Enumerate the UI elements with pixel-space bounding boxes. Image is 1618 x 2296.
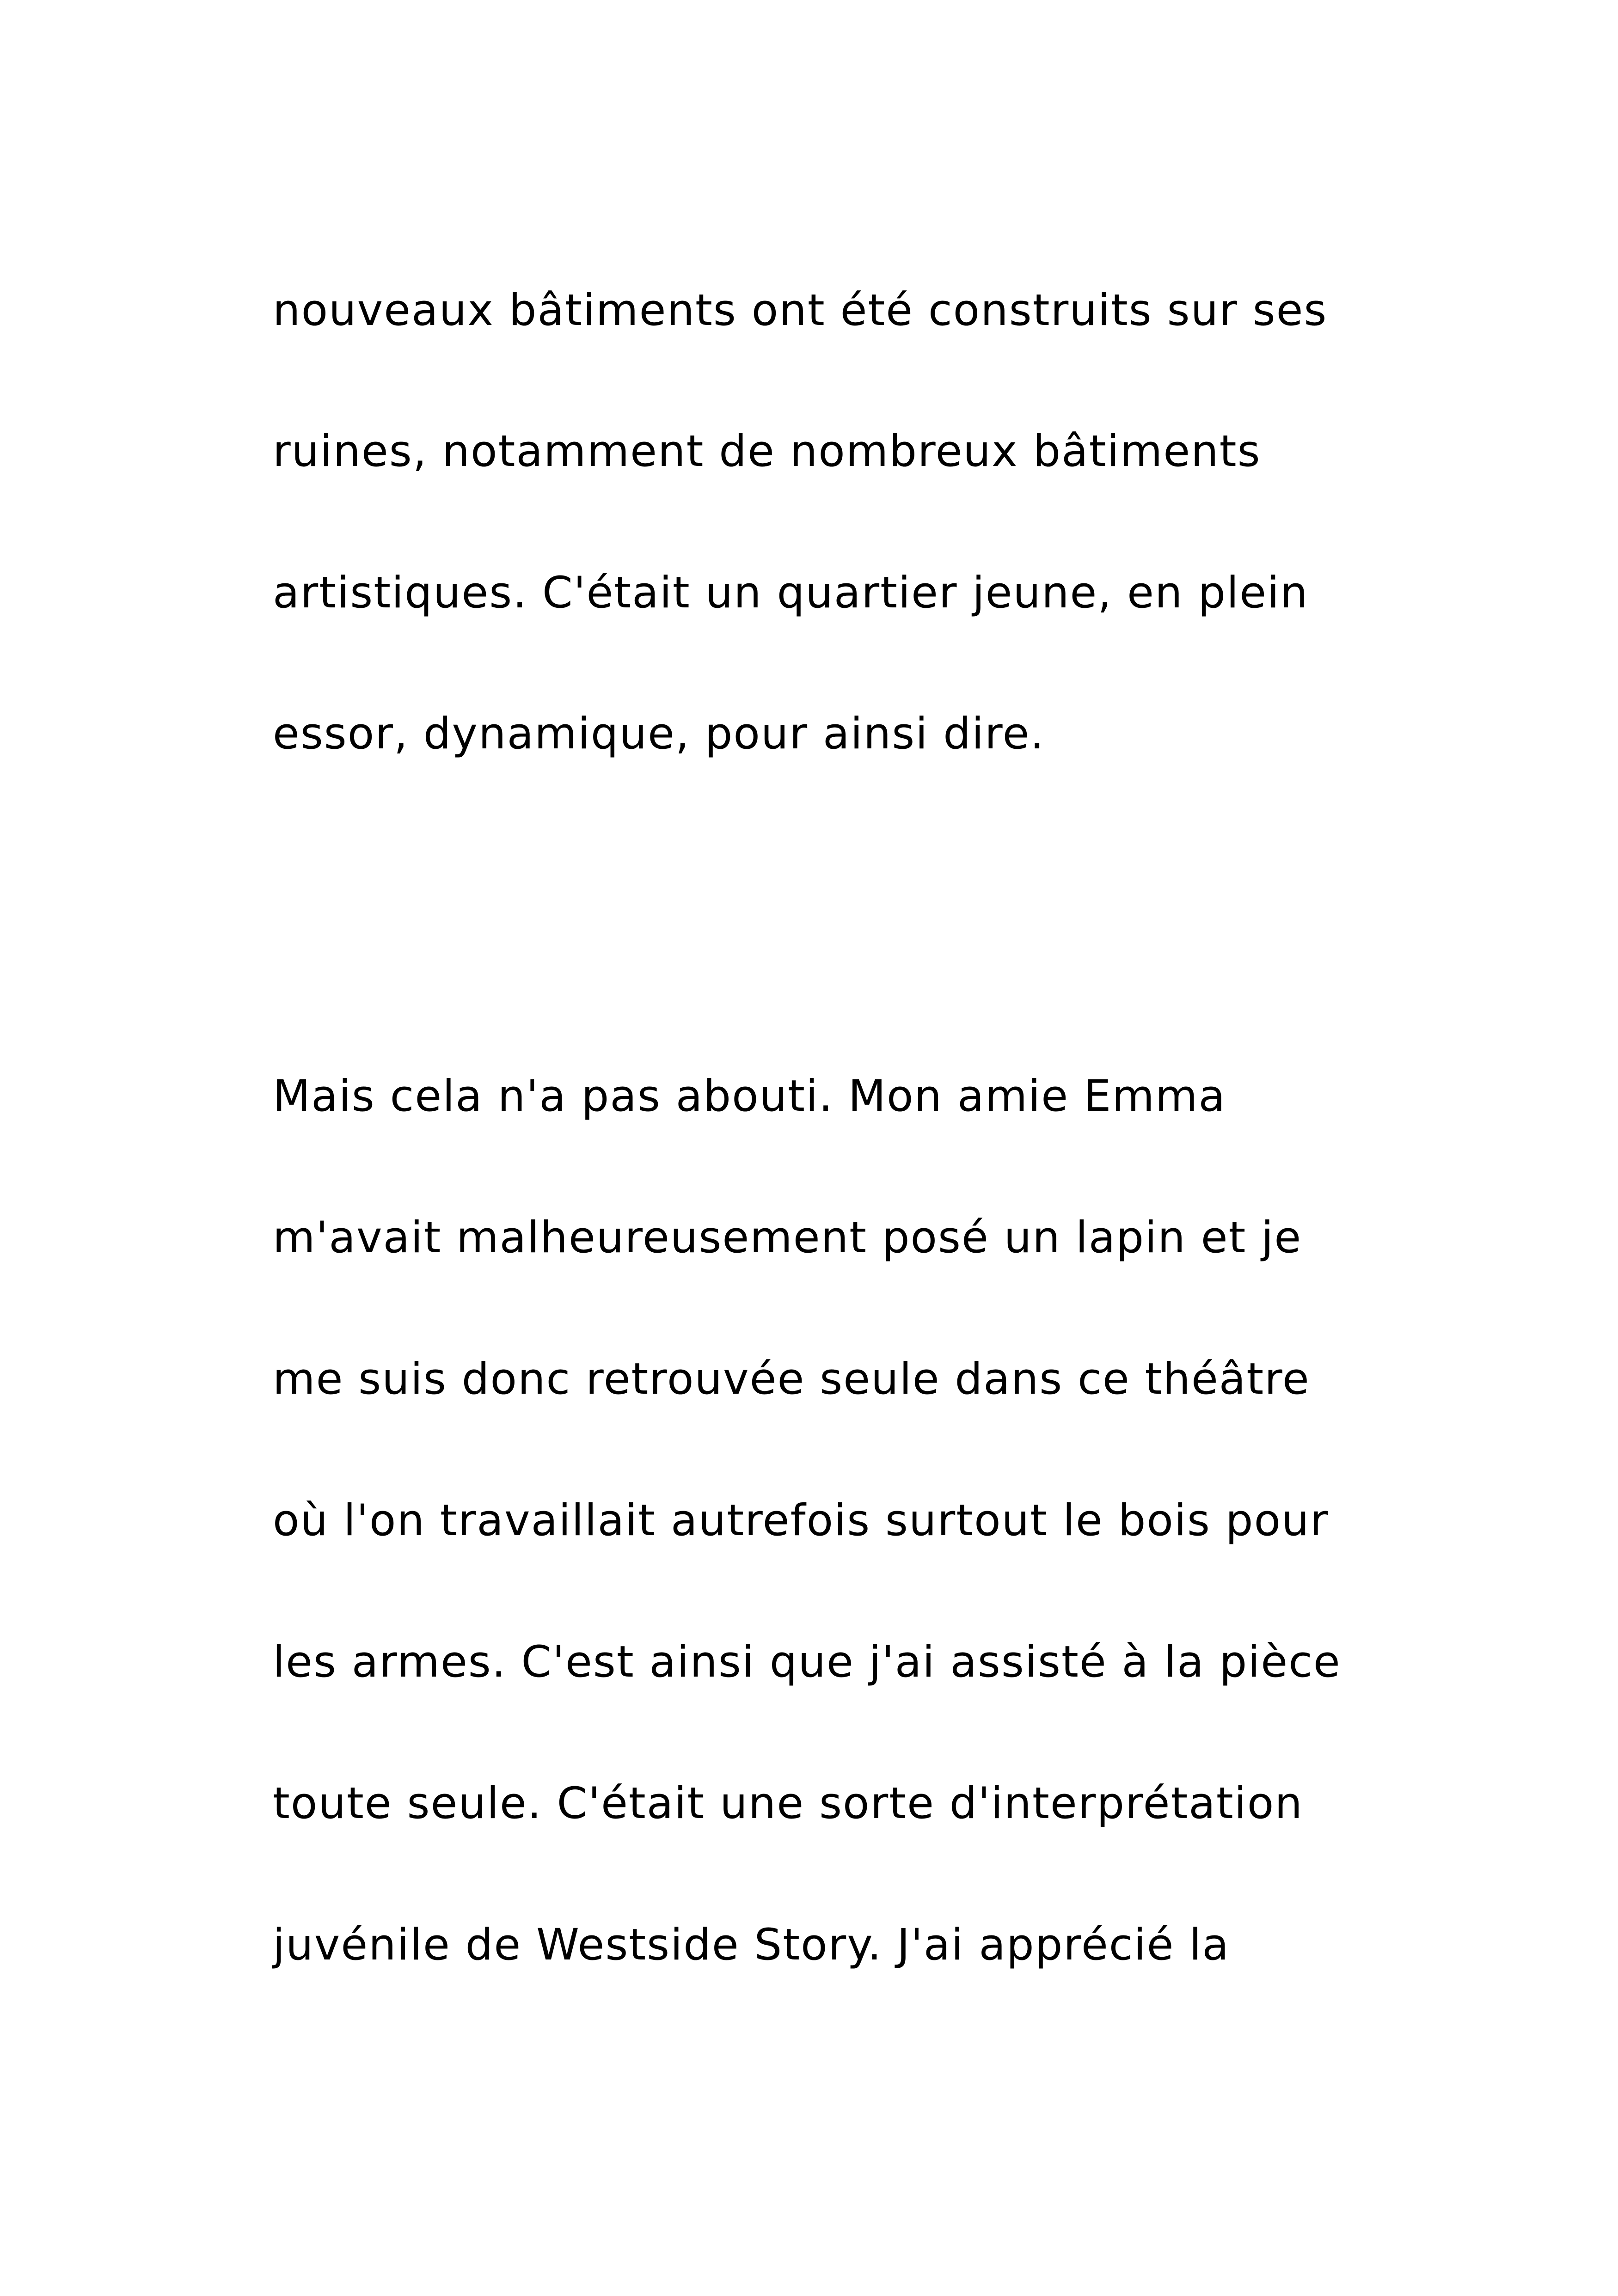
text-line: où l'on travaillait autrefois surtout le bois pour bbox=[273, 1495, 1329, 1546]
text-line: artistiques. C'était un quartier jeune, en plein bbox=[273, 568, 1309, 618]
text-line: les armes. C'est ainsi que j'ai assisté à la pièce bbox=[273, 1637, 1341, 1687]
text-line: m'avait malheureusement posé un lapin et je bbox=[273, 1212, 1302, 1263]
text-line: juvénile de Westside Story. J'ai apprécié la bbox=[273, 1920, 1230, 1970]
text-line: essor, dynamique, pour ainsi dire. bbox=[273, 709, 1045, 759]
text-line: Mais cela n'a pas abouti. Mon amie Emma bbox=[273, 1071, 1226, 1121]
text-line: nouveaux bâtiments ont été construits sur ses bbox=[273, 285, 1328, 336]
text-line: ruines, notamment de nombreux bâtiments bbox=[273, 426, 1261, 477]
text-line: toute seule. C'était une sorte d'interprétation bbox=[273, 1778, 1303, 1829]
text-line: me suis donc retrouvée seule dans ce théâtre bbox=[273, 1354, 1310, 1404]
